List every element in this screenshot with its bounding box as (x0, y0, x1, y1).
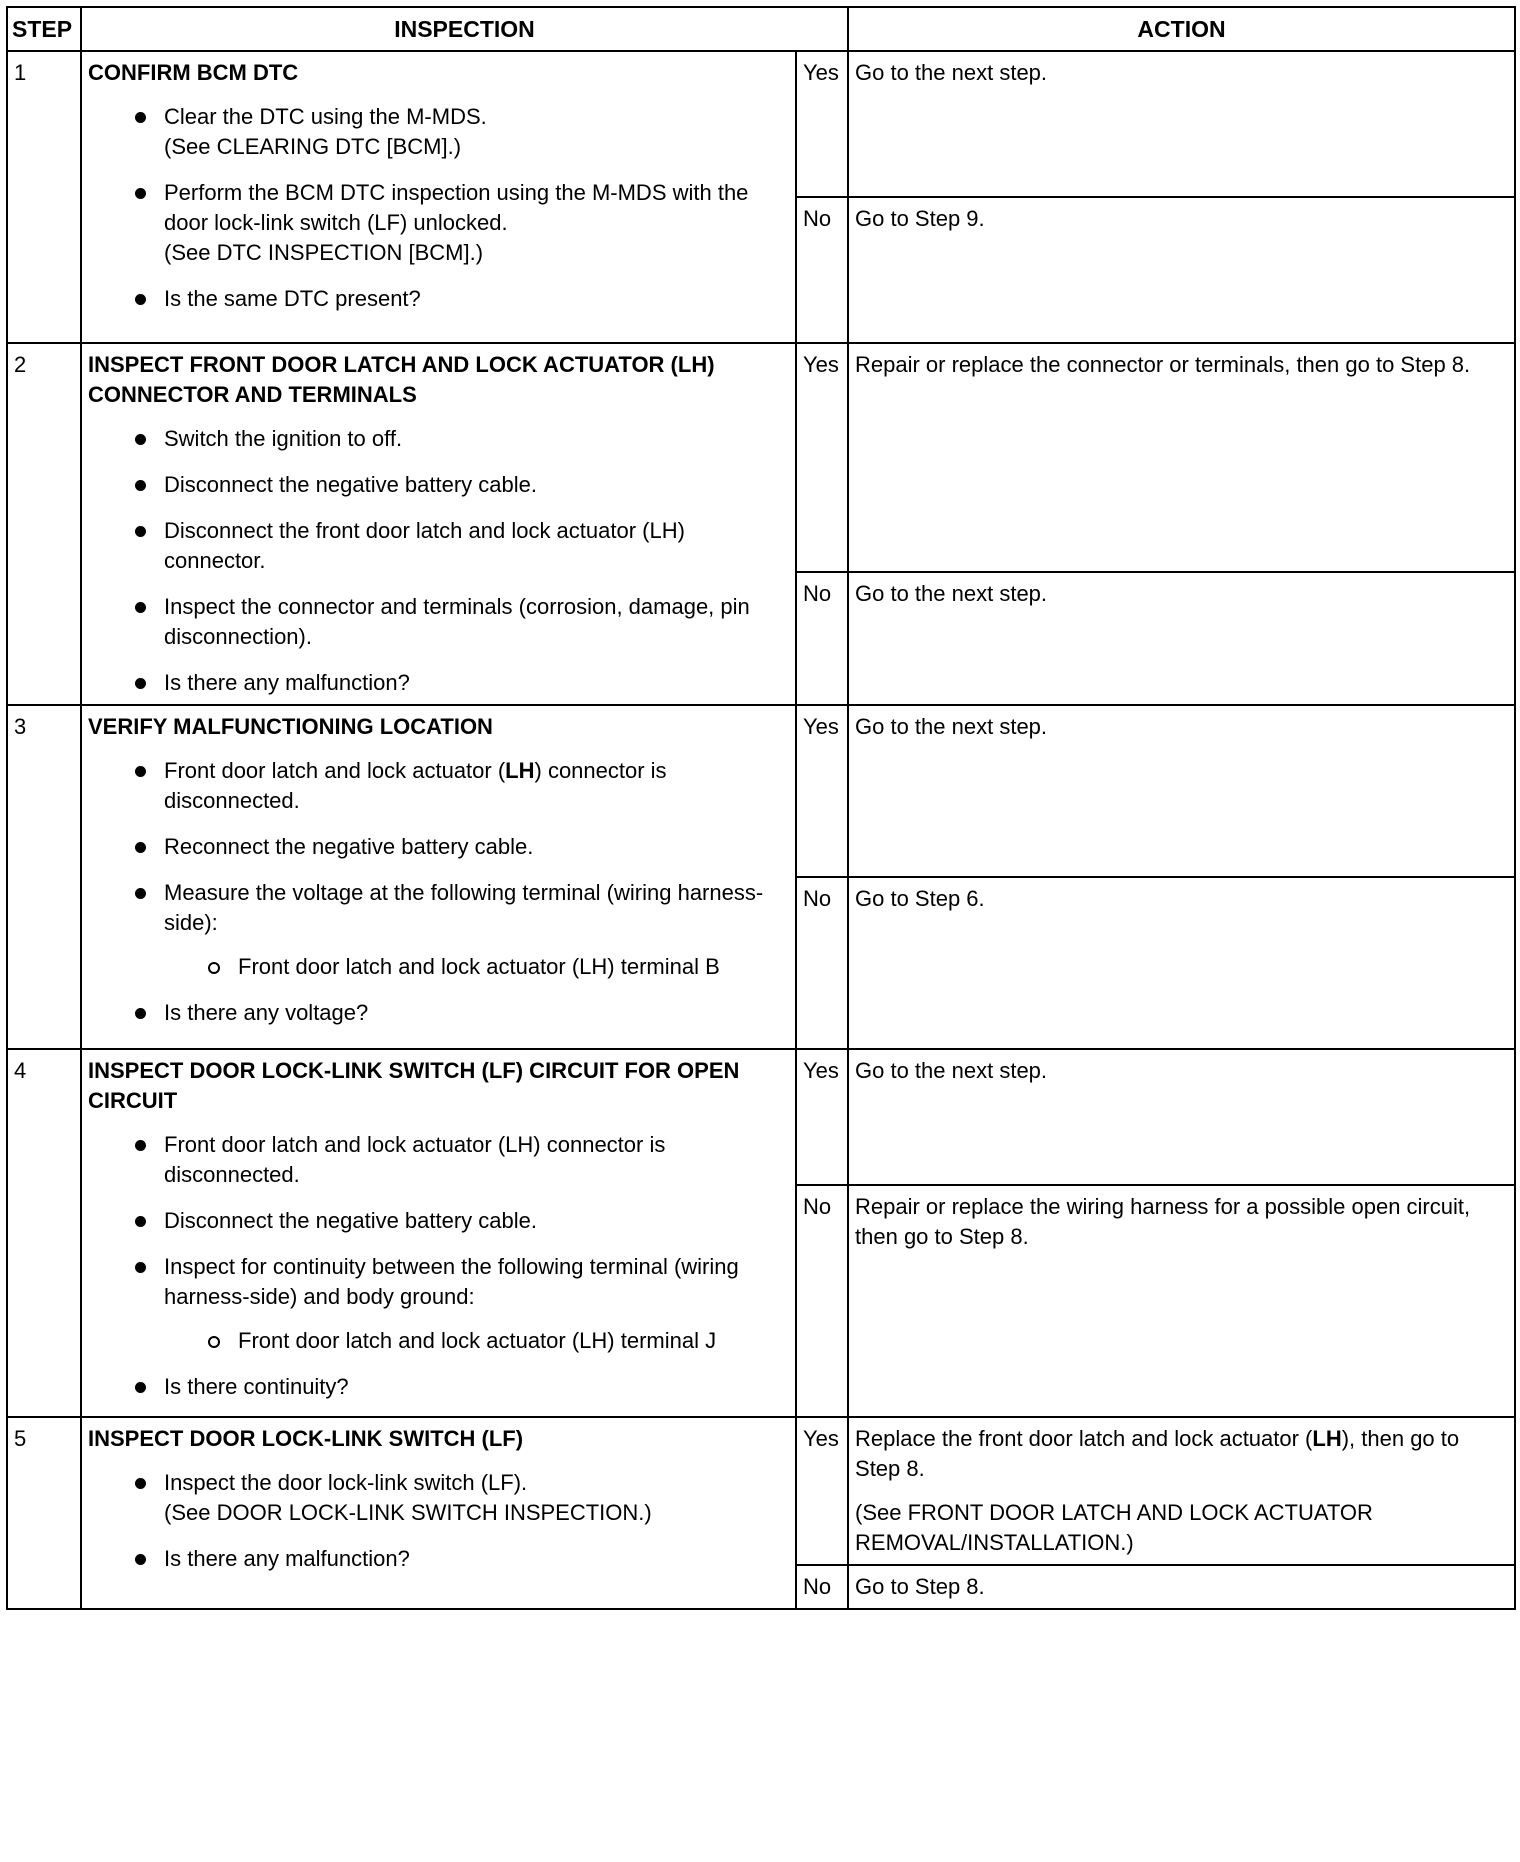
step-row-3-yes (7, 705, 1515, 877)
step-title: INSPECT DOOR LOCK-LINK SWITCH (LF) CIRCUIT FOR OPEN CIRCUIT (88, 1058, 740, 1113)
inspection-item: Is there any malfunction? (132, 668, 789, 698)
inspection-item: Is there any voltage? (132, 998, 789, 1028)
step-number: 3 (7, 705, 81, 1049)
header-inspection: INSPECTION (81, 7, 848, 51)
yes-label: Yes (796, 1417, 848, 1565)
inspection-item: Is the same DTC present? (132, 284, 789, 314)
inspection-item: Disconnect the negative battery cable. (132, 470, 789, 500)
no-action: Go to Step 8. (848, 1565, 1515, 1609)
no-label: No (796, 1185, 848, 1417)
yes-action: Replace the front door latch and lock actuator (LH), then go to Step 8. (See FRONT DOOR LATCH AND LOCK ACTUATOR REMOVAL/INSTALLATION.) (848, 1417, 1515, 1565)
step-title: CONFIRM BCM DTC (88, 60, 299, 85)
inspection-item: Is there any malfunction? (132, 1544, 789, 1574)
inspection-item: Front door latch and lock actuator (LH) connector is disconnected. (132, 756, 789, 816)
inspection-item: Front door latch and lock actuator (LH) connector is disconnected. (132, 1130, 789, 1190)
no-label: No (796, 572, 848, 705)
step-number: 5 (7, 1417, 81, 1609)
inspection-item: Perform the BCM DTC inspection using the M-MDS with the door lock-link switch (LF) unlocked. (132, 178, 789, 238)
step-number: 1 (7, 51, 81, 343)
step-number: 4 (7, 1049, 81, 1417)
step-title: VERIFY MALFUNCTIONING LOCATION (88, 714, 493, 739)
inspection-item: Clear the DTC using the M-MDS. (132, 102, 789, 132)
step-inspection (81, 343, 796, 705)
inspection-reference: (See DOOR LOCK-LINK SWITCH INSPECTION.) (164, 1500, 652, 1525)
no-action: Go to Step 6. (848, 877, 1515, 1049)
inspection-reference: (See DTC INSPECTION [BCM].) (164, 240, 484, 265)
header-action: ACTION (848, 7, 1515, 51)
no-label: No (796, 197, 848, 343)
yes-action: Go to the next step. (848, 51, 1515, 197)
yes-label: Yes (796, 1049, 848, 1185)
yes-action: Repair or replace the connector or terminals, then go to Step 8. (848, 343, 1515, 572)
no-action: Repair or replace the wiring harness for a possible open circuit, then go to Step 8. (848, 1185, 1515, 1417)
action-reference: (See FRONT DOOR LATCH AND LOCK ACTUATOR REMOVAL/INSTALLATION.) (855, 1500, 1373, 1555)
step-inspection (81, 51, 796, 343)
inspection-item: Inspect the connector and terminals (corrosion, damage, pin disconnection). (132, 592, 789, 652)
step-inspection (81, 1049, 796, 1417)
header-row (7, 7, 1515, 51)
inspection-item: Switch the ignition to off. (132, 424, 789, 454)
inspection-reference: (See CLEARING DTC [BCM].) (164, 134, 462, 159)
step-row-5-yes (7, 1417, 1515, 1565)
inspection-item: Disconnect the negative battery cable. (132, 1206, 789, 1236)
yes-label: Yes (796, 343, 848, 572)
no-action: Go to Step 9. (848, 197, 1515, 343)
step-row-1-yes (7, 51, 1515, 197)
no-label: No (796, 1565, 848, 1609)
inspection-item: Inspect the door lock-link switch (LF). (132, 1468, 789, 1498)
inspection-item: Inspect for continuity between the following terminal (wiring harness-side) and body ground: Front door latch and lock actuator (LH) terminal J (132, 1252, 789, 1356)
header-step: STEP (7, 7, 81, 51)
no-label: No (796, 877, 848, 1049)
step-row-4-yes (7, 1049, 1515, 1185)
step-inspection (81, 1417, 796, 1609)
yes-action: Go to the next step. (848, 705, 1515, 877)
yes-label: Yes (796, 705, 848, 877)
diagnostic-table (6, 6, 1516, 1610)
inspection-item: Measure the voltage at the following terminal (wiring harness-side): Front door latch and lock actuator (LH) terminal B (132, 878, 789, 982)
step-number: 2 (7, 343, 81, 705)
step-title: INSPECT DOOR LOCK-LINK SWITCH (LF) (88, 1426, 524, 1451)
step-inspection (81, 705, 796, 1049)
inspection-item: Disconnect the front door latch and lock actuator (LH) connector. (132, 516, 789, 576)
yes-action: Go to the next step. (848, 1049, 1515, 1185)
inspection-subitem: Front door latch and lock actuator (LH) terminal B (206, 952, 789, 982)
step-row-2-yes (7, 343, 1515, 572)
inspection-item: Is there continuity? (132, 1372, 789, 1402)
step-title: INSPECT FRONT DOOR LATCH AND LOCK ACTUATOR (LH) CONNECTOR AND TERMINALS (88, 352, 715, 407)
inspection-subitem: Front door latch and lock actuator (LH) terminal J (206, 1326, 789, 1356)
no-action: Go to the next step. (848, 572, 1515, 705)
yes-label: Yes (796, 51, 848, 197)
inspection-item: Reconnect the negative battery cable. (132, 832, 789, 862)
